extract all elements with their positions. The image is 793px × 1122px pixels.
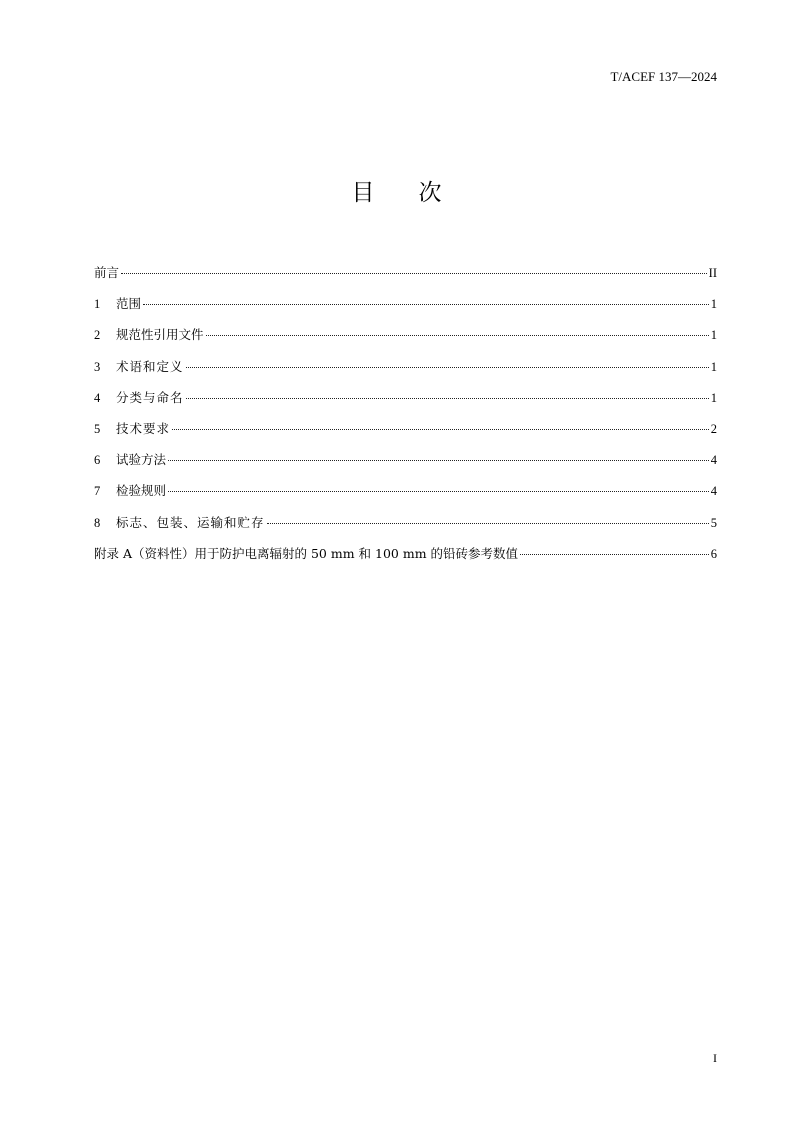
toc-entry-page: 4: [710, 484, 717, 499]
toc-entry-page: 1: [710, 297, 717, 312]
toc-leader-dots: [143, 303, 709, 305]
toc-entry-label: 附录 A（资料性）用于防护电离辐射的 50 mm 和 100 mm 的铅砖参考数值: [94, 545, 519, 561]
toc-entry-label: 标志、包装、运输和贮存: [116, 514, 265, 530]
toc-entry-number: 6: [94, 453, 101, 468]
toc-entry-label: 试验方法: [116, 452, 167, 468]
toc-entry-label: 范围: [116, 296, 142, 312]
toc-entry-number: 1: [94, 297, 101, 312]
toc-entry-label: 术语和定义: [116, 358, 184, 374]
toc-entry-foreword[interactable]: [94, 263, 717, 294]
toc-entry-number: 3: [94, 359, 101, 374]
toc-list: [94, 263, 717, 575]
toc-entry-number: 7: [94, 484, 101, 499]
toc-entry-number: 2: [94, 328, 101, 343]
toc-entry-label: 检验规则: [116, 483, 167, 499]
toc-title-char-1: 目: [351, 180, 375, 206]
toc-leader-dots: [206, 334, 709, 336]
toc-entry-number: 8: [94, 515, 101, 530]
toc-entry-technical-requirements[interactable]: [94, 419, 717, 450]
toc-leader-dots: [168, 490, 709, 492]
toc-leader-dots: [168, 459, 709, 461]
toc-entry-page: 6: [710, 546, 717, 561]
toc-entry-classification[interactable]: [94, 388, 717, 419]
toc-entry-inspection-rules[interactable]: [94, 481, 717, 512]
toc-entry-page: 1: [710, 359, 717, 374]
toc-entry-page: 4: [710, 453, 717, 468]
toc-entry-page: 5: [710, 515, 717, 530]
toc-title: [0, 176, 793, 210]
toc-entry-label: 前言: [94, 265, 120, 280]
toc-entry-label: 分类与命名: [116, 389, 184, 405]
toc-entry-page: 1: [710, 328, 717, 343]
toc-entry-page: 1: [710, 390, 717, 405]
toc-entry-normative-references[interactable]: [94, 325, 717, 356]
toc-entry-label: 规范性引用文件: [116, 327, 204, 343]
toc-entry-page: 2: [710, 421, 717, 436]
toc-leader-dots: [520, 553, 709, 555]
toc-entry-label: 技术要求: [116, 420, 171, 436]
page-number: I: [713, 1051, 717, 1065]
toc-leader-dots: [121, 272, 707, 274]
toc-entry-number: 4: [94, 390, 101, 405]
toc-entry-test-methods[interactable]: [94, 450, 717, 481]
toc-leader-dots: [186, 366, 709, 368]
toc-entry-page: II: [708, 266, 717, 280]
toc-entry-annex-a[interactable]: [94, 544, 717, 575]
toc-title-char-2: 次: [418, 180, 442, 206]
toc-entry-scope[interactable]: [94, 294, 717, 325]
toc-leader-dots: [267, 522, 709, 524]
toc-entry-terms-definitions[interactable]: [94, 357, 717, 388]
toc-entry-marking-packaging[interactable]: [94, 513, 717, 544]
toc-entry-number: 5: [94, 421, 101, 436]
toc-leader-dots: [186, 397, 709, 399]
document-code: T/ACEF 137—2024: [610, 69, 717, 84]
toc-leader-dots: [172, 428, 709, 430]
